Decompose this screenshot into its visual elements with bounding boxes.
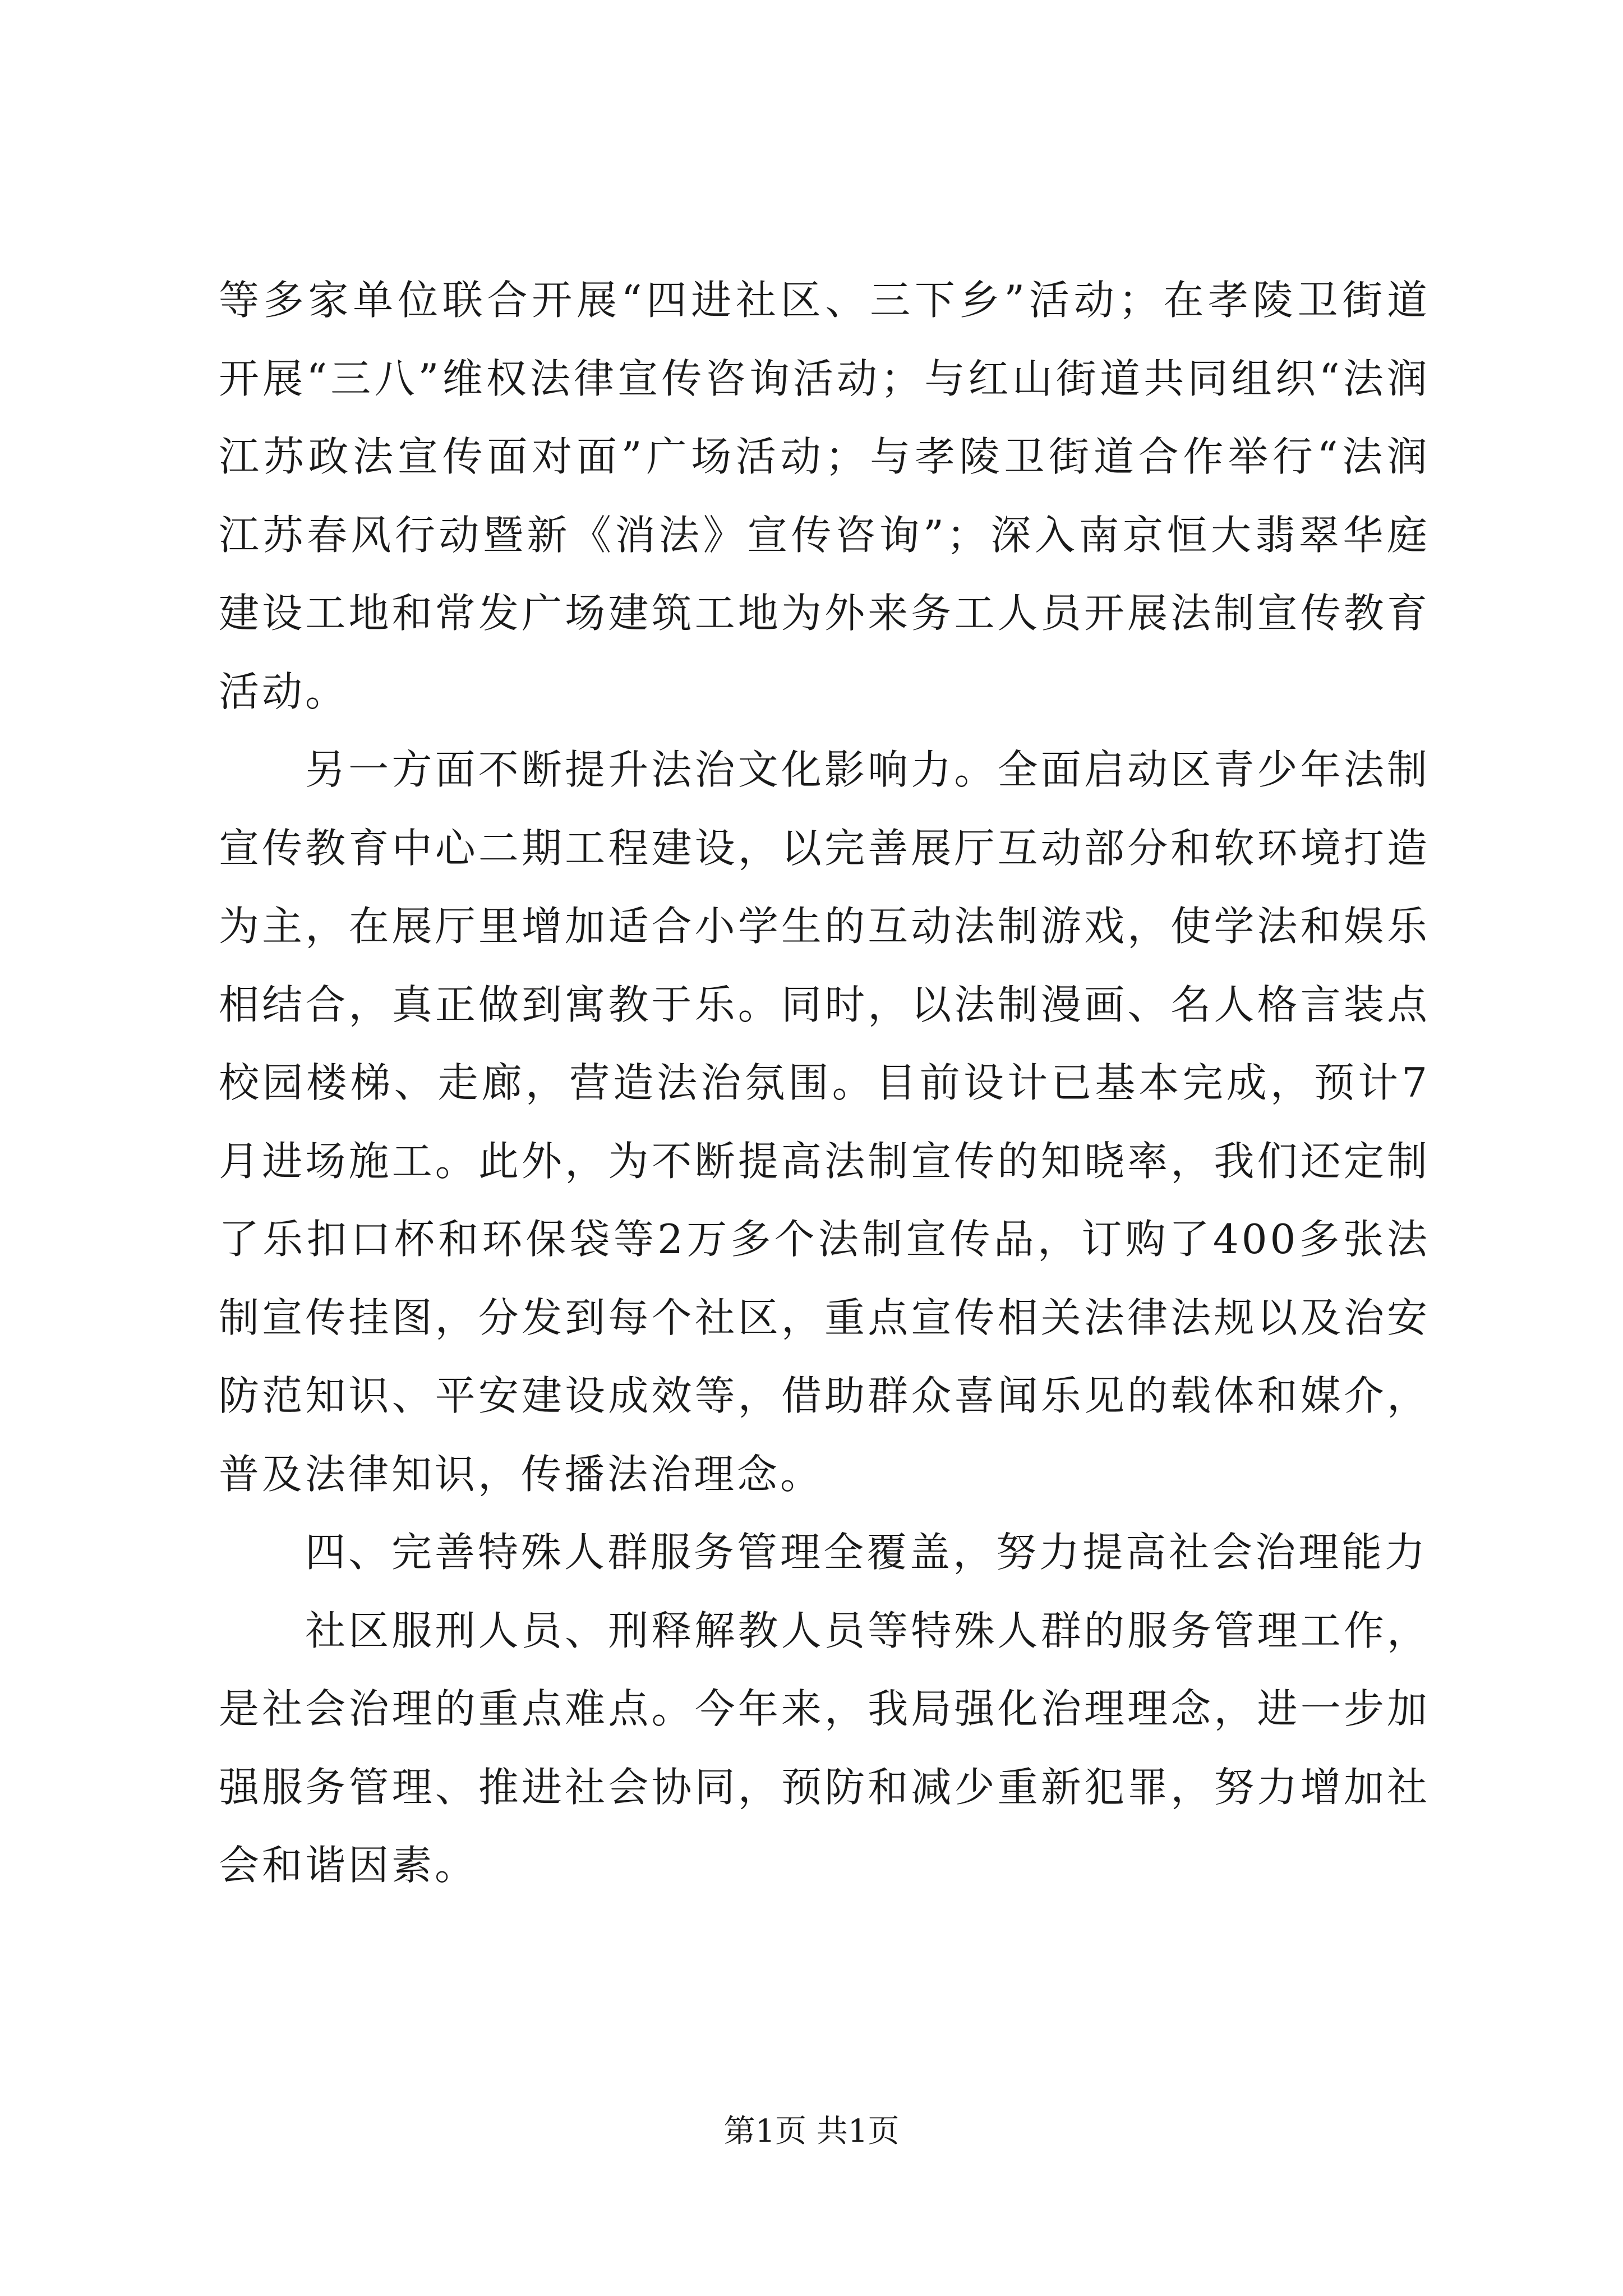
page-number-footer: 第1页 共1页 (723, 2113, 900, 2150)
section-heading-special-groups: 四、完善特殊人群服务管理全覆盖，努力提高社会治理能力 (305, 1529, 1428, 1576)
paragraph-continuation: 等多家单位联合开展“四进社区、三下乡”活动；在孝陵卫街道开展“三八”维权法律宣传咨询活动；与红山街道共同组织“法润江苏政法宣传面对面”广场活动；与孝陵卫街道合作举行“法润江苏春风行动暨新《消法》宣传咨询”；深入南京恒大翡翠华庭建设工地和常发广场建筑工地为外来务工人员开展法制宣传教育活动。 (219, 277, 1430, 715)
paragraph-legal-culture: 另一方面不断提升法治文化影响力。全面启动区青少年法制宣传教育中心二期工程建设，以完善展厅互动部分和软环境打造为主，在展厅里增加适合小学生的互动法制游戏，使学法和娱乐相结合，真正做到寓教于乐。同时，以法制漫画、名人格言装点校园楼梯、走廊，营造法治氛围。目前设计已基本完成，预计7月进场施工。此外，为不断提高法制宣传的知晓率，我们还定制了乐扣口杯和环保袋等2万多个法制宣传品，订购了400多张法制宣传挂图，分发到每个社区，重点宣传相关法律法规以及治安防范知识、平安建设成效等，借助群众喜闻乐见的载体和媒介，普及法律知识，传播法治理念。 (219, 746, 1430, 1498)
document-body (219, 261, 1430, 1905)
paragraph-special-groups: 社区服刑人员、刑释解教人员等特殊人群的服务管理工作，是社会治理的重点难点。今年来，我局强化治理理念，进一步加强服务管理、推进社会协同，预防和减少重新犯罪，努力增加社会和谐因素。 (219, 1607, 1430, 1889)
